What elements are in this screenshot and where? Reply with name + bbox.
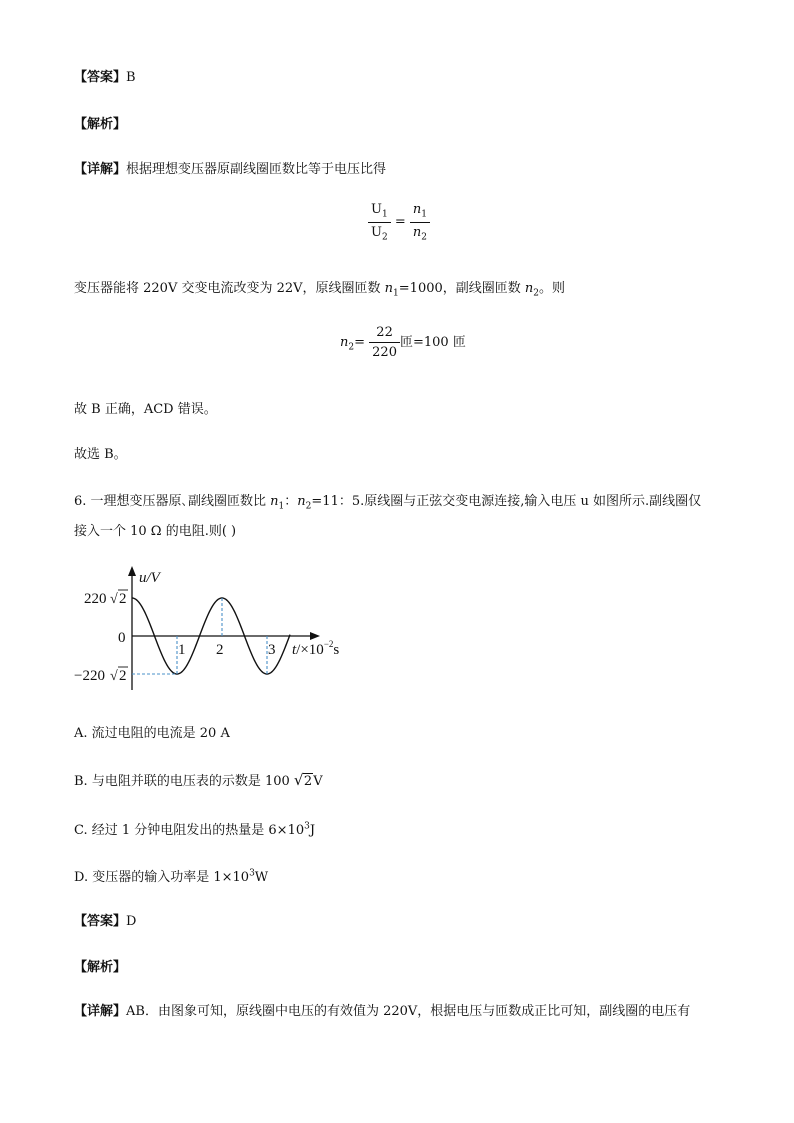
option-a: A. 流过电阻的电流是 20 A <box>74 726 230 741</box>
answer-line-1 <box>74 66 136 85</box>
y-min-label: −220 <box>74 668 105 684</box>
analysis-label-1: 【解析】 <box>74 117 127 132</box>
equals-sign: = <box>394 214 406 230</box>
analysis-label-2: 【解析】 <box>74 960 127 975</box>
formula-voltage-ratio <box>368 202 430 242</box>
option-c: C. 经过 1 分钟电阻发出的热量是 $6\times 10^3J$ <box>74 821 316 838</box>
conclusion-line: 故 B 正确，ACD 错误。 <box>74 402 217 417</box>
formula-turns: $n_2=$ $\frac{22}{220}$ 匝=100 匝 <box>340 325 466 360</box>
fraction-u: $\frac{U_1}{U_2}$ <box>368 202 391 242</box>
y-min-sqrt-symbol: √ <box>110 669 118 684</box>
detail-text: 根据理想变压器原副线圈匝数比等于电压比得 <box>126 162 387 177</box>
choose-line: 故选 B。 <box>74 447 127 462</box>
y-max-label: 220 <box>84 591 107 607</box>
option-b: B. 与电阻并联的电压表的示数是 100 √ 2V <box>74 771 323 789</box>
answer-label: 【答案】 <box>74 70 127 85</box>
y-max-sqrt-arg: 2 <box>119 591 127 607</box>
detail-line-1 <box>74 158 386 177</box>
question-6-line-1: 6. 一理想变压器原､副线圈匝数比 $n_1$：$n_2=11$：5.原线圈与正弦交变电源连接,输入电压 u 如图所示.副线圈仅 <box>74 494 702 512</box>
y-min-sqrt-arg: 2 <box>119 668 127 684</box>
sqrt-2: √ 2 <box>293 771 313 789</box>
paragraph-transformer: 变压器能将 220V 交变电流改变为 22V，原线圈匝数 $n_1=1000$，副线圈匝数 $n_2$。则 <box>74 281 566 299</box>
x-axis-arrow <box>310 632 320 640</box>
fraction-22-220: $\frac{22}{220}$ <box>369 325 400 360</box>
origin-label: 0 <box>118 630 126 646</box>
x-tick-label-1: 1 <box>178 642 186 658</box>
detail-line-2: 【详解】AB．由图象可知，原线圈中电压的有效值为 220V，根据电压与匝数成正比可知，副线圈的电压有 <box>74 1004 691 1019</box>
x-tick-label-3: 3 <box>268 642 276 658</box>
y-axis-label: u/V <box>139 570 160 586</box>
question-6-line-2: 接入一个 10 Ω 的电阻.则( ) <box>74 524 237 539</box>
answer-line-2: 【答案】D <box>74 914 137 929</box>
x-tick-label-2: 2 <box>216 642 224 658</box>
option-d: D. 变压器的输入功率是 $1\times 10^3W$ <box>74 868 269 885</box>
y-max-sqrt-symbol: √ <box>110 592 118 607</box>
voltage-time-graph <box>70 562 360 692</box>
y-axis-arrow <box>128 566 136 576</box>
x-axis-label: $t/\times 10^{-2}s$ <box>292 639 340 658</box>
fraction-n: $\frac{n_1}{n_2}$ <box>410 202 430 242</box>
detail-label: 【详解】 <box>74 162 127 177</box>
answer-value: B <box>126 70 136 85</box>
